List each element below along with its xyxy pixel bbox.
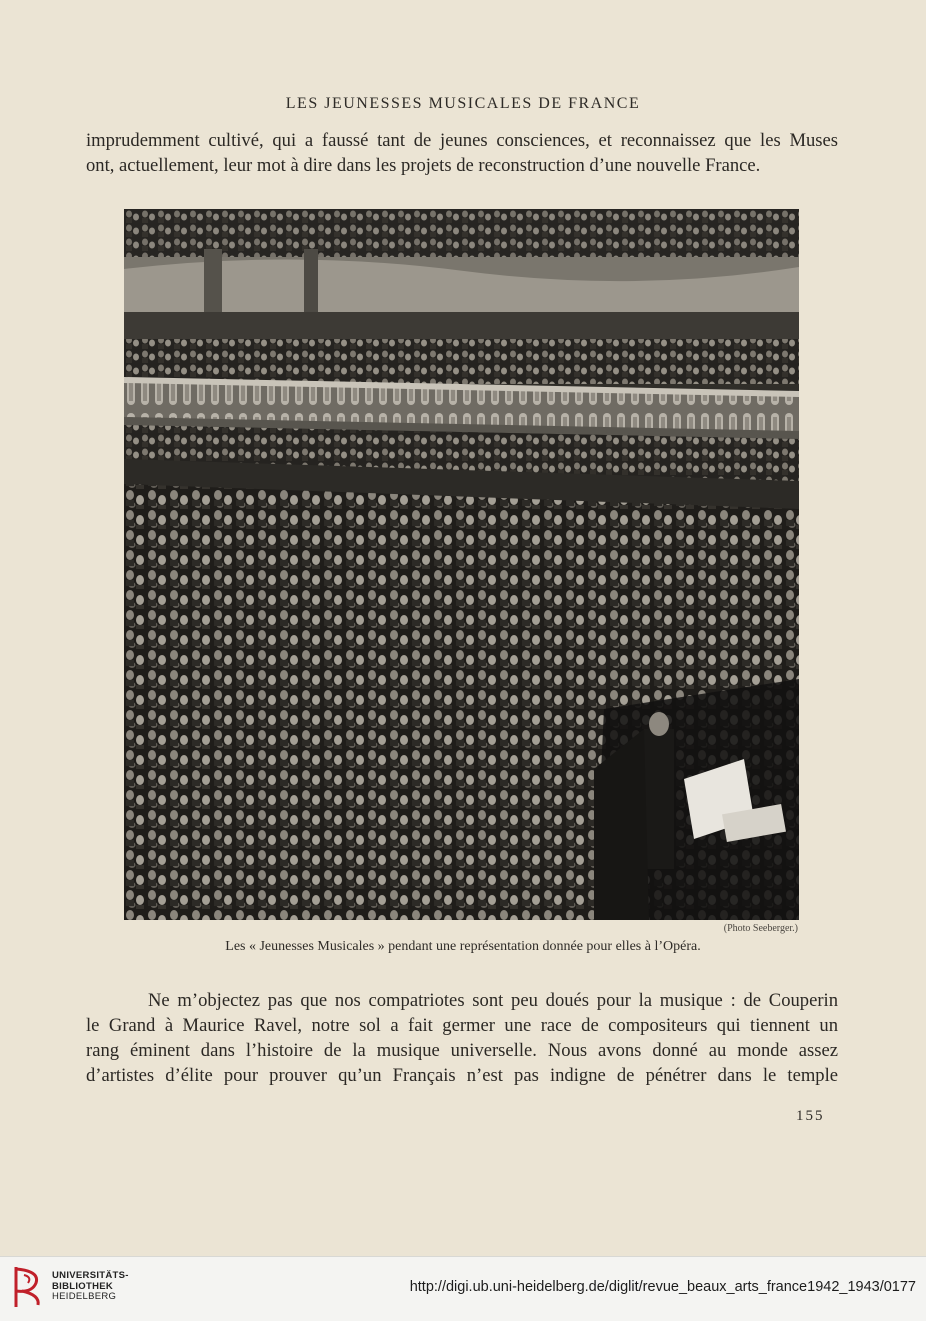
library-name-line: UNIVERSITÄTS- (52, 1270, 129, 1281)
library-name-line: BIBLIOTHEK (52, 1280, 114, 1292)
text-line: Ne m’objectez pas que nos compatriotes sont peu doués pour la musique : de Couperin (148, 990, 838, 1011)
text-line: rang éminent dans l’histoire de la musique universelle. Nous avons donné au monde assez (86, 1040, 838, 1061)
photo-credit: (Photo Seeberger.) (723, 923, 798, 934)
running-head: LES JEUNESSES MUSICALES DE FRANCE (285, 95, 641, 112)
permalink-url[interactable]: http://digi.ub.uni-heidelberg.de/diglit/revue_beaux_arts_france1942_1943/0177 (409, 1279, 916, 1295)
university-library-heidelberg-logo[interactable] (10, 1265, 46, 1309)
top-paragraph (86, 128, 838, 178)
opera-audience-photo (124, 209, 799, 920)
text-line: ont, actuellement, leur mot à dire dans les projets de reconstruction d’une nouvelle France. (86, 155, 761, 176)
viewer-footer (0, 1256, 926, 1321)
bottom-paragraph (86, 988, 838, 1088)
page-number: 155 (796, 1108, 825, 1124)
text-line: imprudemment cultivé, qui a faussé tant de jeunes consciences, et reconnaissez que les Muses (86, 130, 838, 151)
photo-caption: Les « Jeunesses Musicales » pendant une représentation donnée pour elles à l’Opéra. (225, 939, 701, 954)
text-line: d’artistes d’élite pour prouver qu’un Français n’est pas indigne de pénétrer dans le temple (86, 1065, 838, 1086)
library-name-line: HEIDELBERG (52, 1291, 117, 1302)
library-name[interactable] (52, 1271, 129, 1303)
text-line: le Grand à Maurice Ravel, notre sol a fait germer une race de compositeurs qui tiennent un (86, 1015, 838, 1036)
